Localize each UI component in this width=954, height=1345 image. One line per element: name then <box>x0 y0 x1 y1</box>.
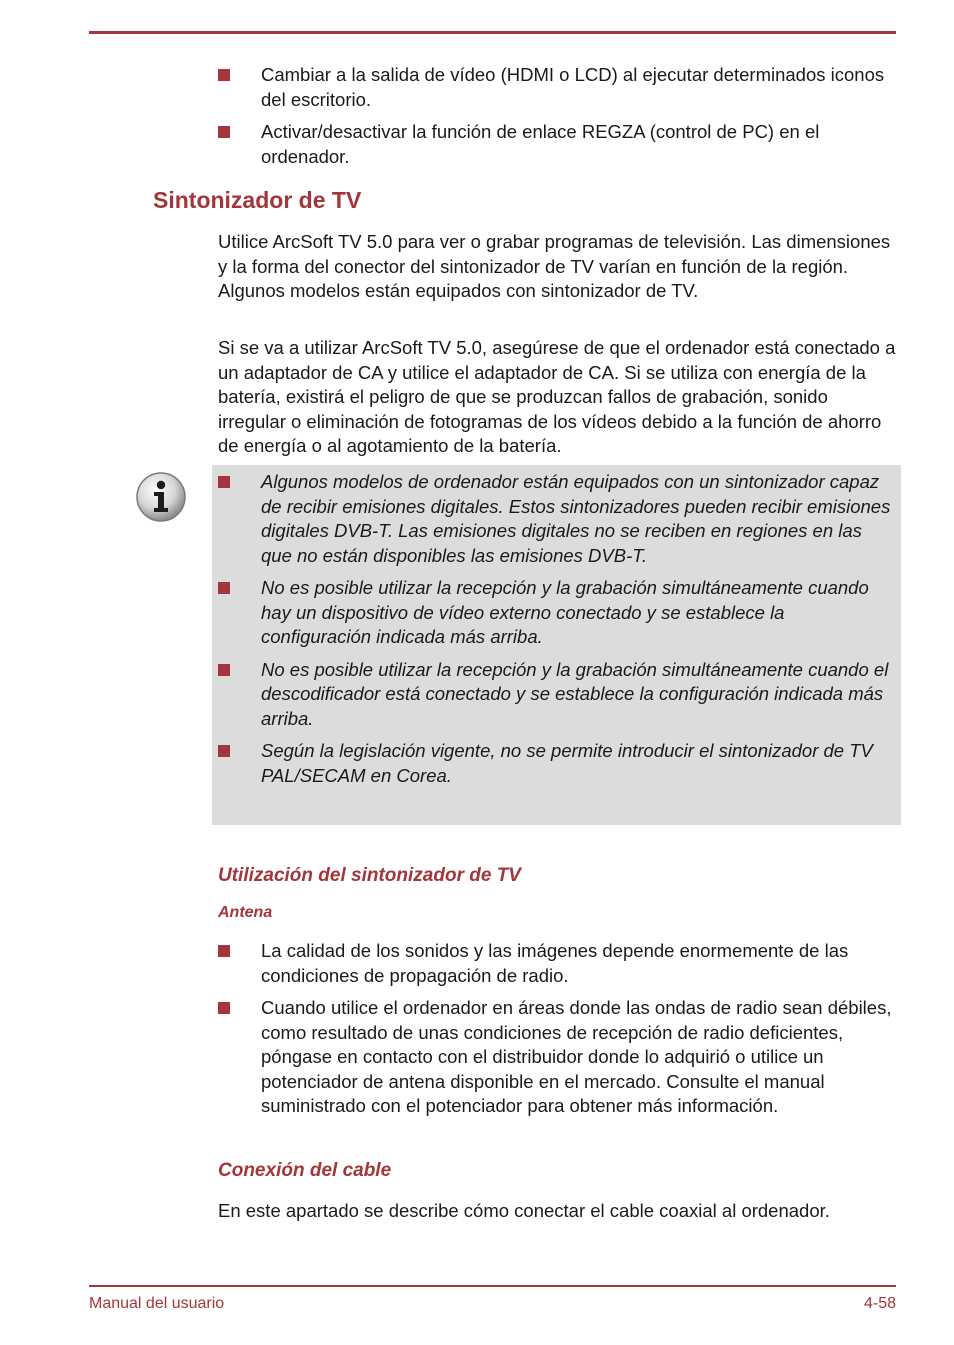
intro-bullet-list <box>218 63 896 177</box>
bullet-square-icon <box>218 69 230 81</box>
list-item: Activar/desactivar la función de enlace REGZA (control de PC) en el ordenador. <box>218 120 896 169</box>
subsection-title: Utilización del sintonizador de TV <box>218 865 521 886</box>
header-rule <box>89 31 896 34</box>
list-item: Cuando utilice el ordenador en áreas donde las ondas de radio sean débiles, como resultado de unas condiciones de recepción de radio deficientes, póngase en contacto con el distribuidor donde lo adquirió o utilice un potenciador de antena disponible en el mercado. Consulte el manual suministrado con el potenciador para obtener más información. <box>218 996 896 1119</box>
list-item: No es posible utilizar la recepción y la grabación simultáneamente cuando hay un dispositivo de vídeo externo conectado y se establece la configuración indicada más arriba. <box>218 576 894 650</box>
info-icon <box>135 471 187 523</box>
cable-paragraph: En este apartado se describe cómo conectar el cable coaxial al ordenador. <box>218 1200 830 1221</box>
footer-rule <box>89 1285 896 1287</box>
bullet-square-icon <box>218 664 230 676</box>
footer-manual-title: Manual del usuario <box>89 1295 225 1312</box>
bullet-square-icon <box>218 582 230 594</box>
bullet-square-icon <box>218 1002 230 1014</box>
bullet-square-icon <box>218 126 230 138</box>
bullet-square-icon <box>218 476 230 488</box>
bullet-square-icon <box>218 945 230 957</box>
bullet-square-icon <box>218 745 230 757</box>
list-item: Según la legislación vigente, no se permite introducir el sintonizador de TV PAL/SECAM en Corea. <box>218 739 894 788</box>
list-item: Algunos modelos de ordenador están equipados con un sintonizador capaz de recibir emisiones digitales. Estos sintonizadores pueden recibir emisiones digitales DVB-T. Las emisiones digitales no se reciben en regiones en las que no están disponibles las emisiones DVB-T. <box>218 470 894 568</box>
antenna-bullet-list <box>218 939 896 1127</box>
cable-title: Conexión del cable <box>218 1160 392 1181</box>
paragraph: Utilice ArcSoft TV 5.0 para ver o grabar programas de televisión. Las dimensiones y la forma del conector del sintonizador de TV varían en función de la región. Algunos modelos están equipados con sintonizador de TV. <box>218 231 891 301</box>
paragraph: Si se va a utilizar ArcSoft TV 5.0, asegúrese de que el ordenador está conectado a un adaptador de CA y utilice el adaptador de CA. Si se utiliza con energía de la batería, existirá el peligro de que se produzcan fallos de grabación, sonido irregular o eliminación de fotogramas de los vídeos debido a la función de ahorro de energía o al agotamiento de la batería. <box>218 337 896 456</box>
note-box <box>212 465 901 825</box>
footer-page-number: 4-58 <box>863 1295 896 1312</box>
note-bullet-list <box>218 470 894 796</box>
list-item: La calidad de los sonidos y las imágenes depende enormemente de las condiciones de propagación de radio. <box>218 939 896 988</box>
list-item: Cambiar a la salida de vídeo (HDMI o LCD) al ejecutar determinados iconos del escritorio. <box>218 63 896 112</box>
antenna-title: Antena <box>218 904 273 921</box>
section-title: Sintonizador de TV <box>153 187 362 213</box>
list-item: No es posible utilizar la recepción y la grabación simultáneamente cuando el descodificador está conectado y se establece la configuración indicada más arriba. <box>218 658 894 732</box>
